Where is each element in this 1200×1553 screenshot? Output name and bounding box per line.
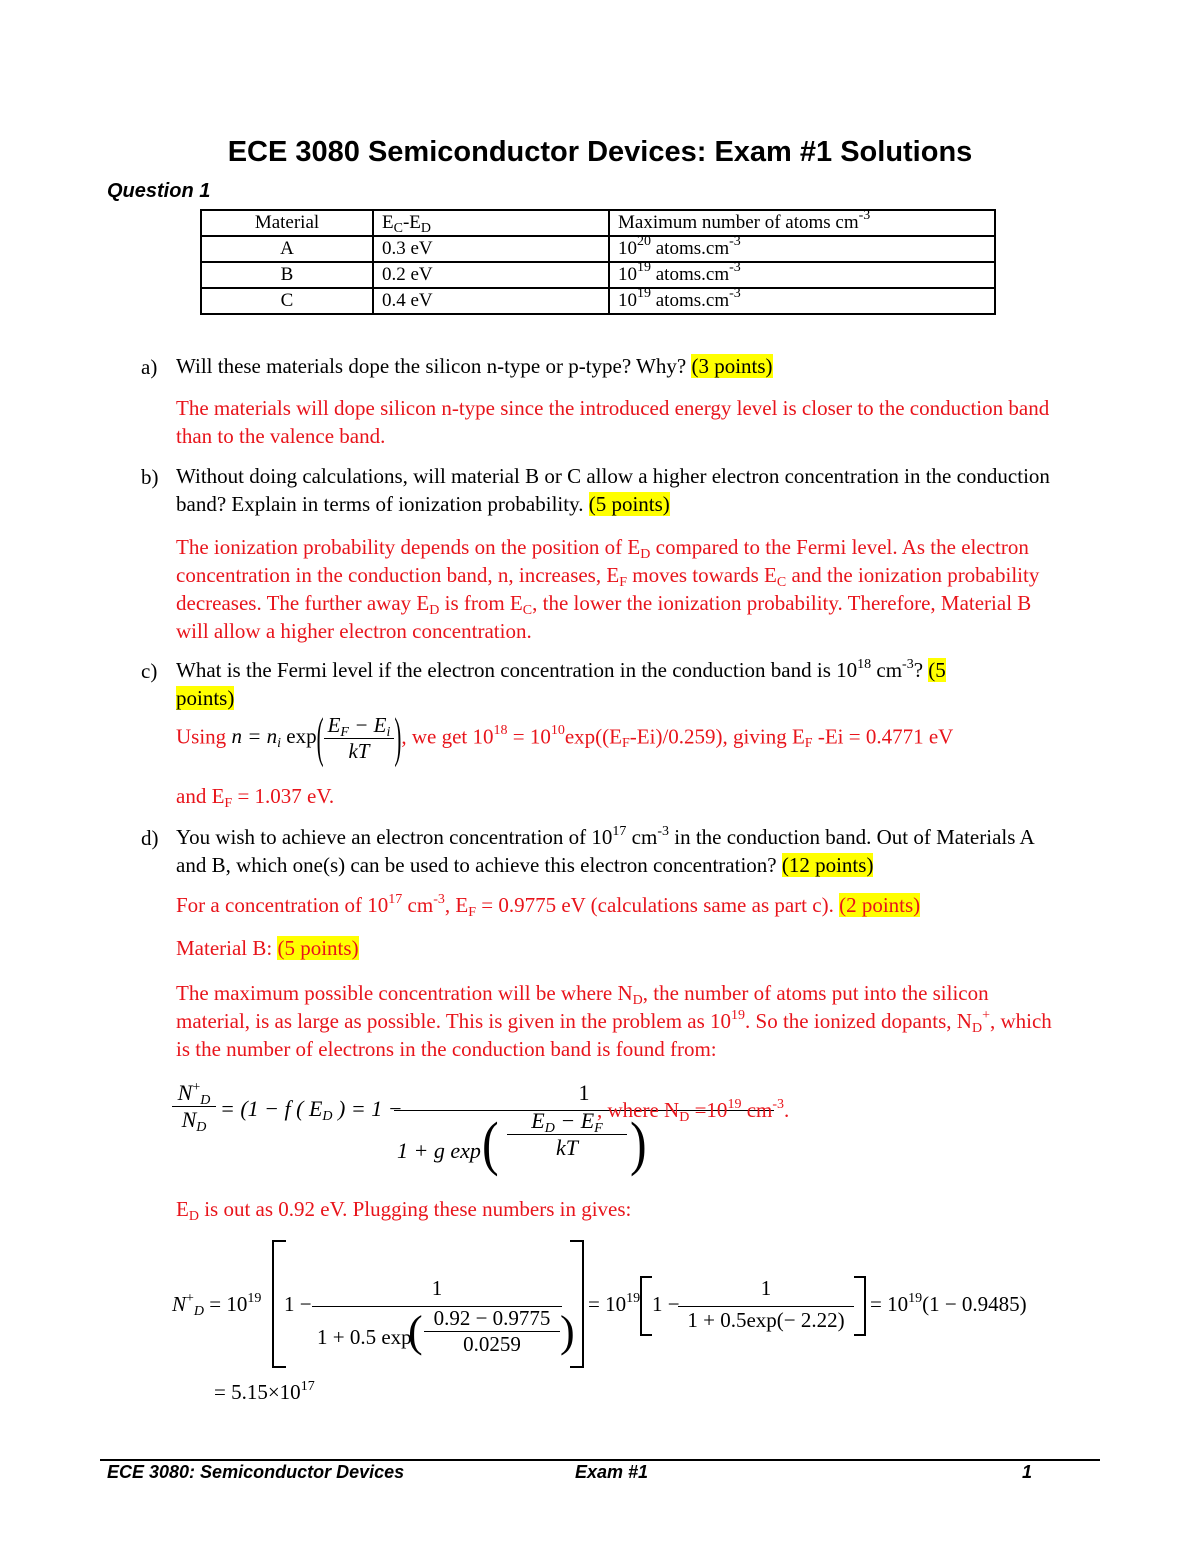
part-b-question: Without doing calculations, will material B or C allow a higher electron concentration in the conduction band? Explain in terms of ionization probability. (5 points) bbox=[176, 464, 1050, 516]
cell-max-atoms: $10^{20}$ $atoms.cm^{-3}$ bbox=[609, 236, 995, 262]
cell-max-atoms: $10^{19}$ $atoms.cm^{-3}$ bbox=[609, 288, 995, 314]
part-a-answer: The materials will dope silicon n-type since the introduced energy level is closer to the conduction band than to the valence band. bbox=[176, 396, 1050, 448]
points-badge: (12 points) bbox=[781, 853, 874, 877]
footer-course: ECE 3080: Semiconductor Devices bbox=[107, 1462, 405, 1482]
cell-energy: 0.2 eV bbox=[373, 262, 609, 288]
cell-material: C bbox=[201, 288, 373, 314]
points-badge: (2 points) bbox=[839, 893, 921, 917]
part-d-question: You wish to achieve an electron concentration of $10^{17}$ $cm^{-3}$ in the conduction band. Out of Materials A and B, which one(s) can be used to achieve this electron concentration? (12 points) bbox=[176, 824, 1034, 877]
cell-energy: 0.3 eV bbox=[373, 236, 609, 262]
points-badge: (5 points) bbox=[588, 492, 670, 516]
header-max-atoms: Maximum number of atoms $cm^{-3}$ bbox=[609, 210, 995, 236]
points-badge: (5 bbox=[928, 658, 946, 682]
table-row bbox=[201, 288, 995, 314]
cell-material: A bbox=[201, 236, 373, 262]
points-badge: (5 points) bbox=[277, 936, 359, 960]
part-c-label: c) bbox=[141, 659, 158, 683]
points-badge: points) bbox=[176, 686, 235, 710]
table-header-row bbox=[201, 210, 995, 236]
table-row bbox=[201, 236, 995, 262]
cell-material: B bbox=[201, 262, 373, 288]
part-d-label: d) bbox=[141, 826, 159, 850]
part-a-label: a) bbox=[141, 355, 158, 379]
ionization-equation: $N^+_D$ $N_D$ = (1 − f ( $E_D$ ) = 1 − 1 1 + g exp ( $E_D - E_F$ kT ) , where $N_D =10^{19}$ $cm^{-3}$. bbox=[172, 1080, 1072, 1180]
table-row bbox=[201, 262, 995, 288]
fermi-fraction: $\frac{E_F - E_i}{kT}$ bbox=[324, 713, 395, 764]
part-c-question: What is the Fermi level if the electron concentration in the conduction band is $10^{18}$ $cm^{-3}$? (5 points) bbox=[176, 657, 946, 710]
part-d-line2: Material B: (5 points) bbox=[176, 936, 359, 960]
question-heading: Question 1 bbox=[107, 180, 211, 202]
part-d-line1: For a concentration of $10^{17}$ $cm^{-3}$, $E_F = 0.9775$ eV (calculations same as part c). (2 points) bbox=[176, 892, 921, 920]
header-energy: $E_C-E_D$ bbox=[373, 210, 609, 236]
footer-page-number: 1 bbox=[1022, 1462, 1033, 1482]
part-c-answer-line: Using $n = n_i$ exp( $\frac{E_F - E_i}{kT}$ ), we get $10^{18} = 10^{10}\exp((E_F-Ei)/0.259)$, giving $E_F$ -Ei = 0.4771 eV bbox=[176, 706, 954, 769]
part-b-answer: The ionization probability depends on the position of $E_D$ compared to the Fermi level. As the electron concentration in the conduction band, n, increases, $E_F$ moves towards $E_C$ and the ionization probability decreases. The further away $E_D$ is from $E_C$, the lower the ionization probability. Therefore, Material B will allow a higher electron concentration. bbox=[176, 535, 1040, 643]
numeric-equation: $N^+_D = 10^{19}$ 1 − 1 1 + 0.5 exp ( 0.92 − 0.9775 0.0259 ) = $10^{19}$ 1 − 1 1 + 0.5exp(− 2.22) = $10^{19}(1 - 0.9485)$ = $5.15\times 10^{17}$ bbox=[172, 1240, 1072, 1370]
part-b-label: b) bbox=[141, 465, 159, 489]
footer-exam: Exam #1 bbox=[575, 1462, 649, 1482]
materials-table bbox=[200, 209, 996, 315]
cell-energy: 0.4 eV bbox=[373, 288, 609, 314]
page-title: ECE 3080 Semiconductor Devices: Exam #1 Solutions bbox=[227, 136, 973, 168]
part-d-paragraph: The maximum possible concentration will be where $N_D$, the number of atoms put into the silicon material, is as large as possible. This is given in the problem as $10^{19}$. So the ionized dopants, $N_D^+$, which is the number of electrons in the conduction band is found from: bbox=[176, 981, 1052, 1061]
points-badge: (3 points) bbox=[691, 354, 773, 378]
cell-max-atoms: $10^{19}$ $atoms.cm^{-3}$ bbox=[609, 262, 995, 288]
part-c-answer-ef: and $E_F = 1.037$ eV. bbox=[176, 784, 335, 811]
ed-line: $E_D$ is out as 0.92 eV. Plugging these numbers in gives: bbox=[176, 1197, 632, 1224]
header-material: Material bbox=[201, 210, 373, 236]
part-a-question: Will these materials dope the silicon n-type or p-type? Why? (3 points) bbox=[176, 354, 773, 378]
footer-divider bbox=[100, 1459, 1100, 1461]
